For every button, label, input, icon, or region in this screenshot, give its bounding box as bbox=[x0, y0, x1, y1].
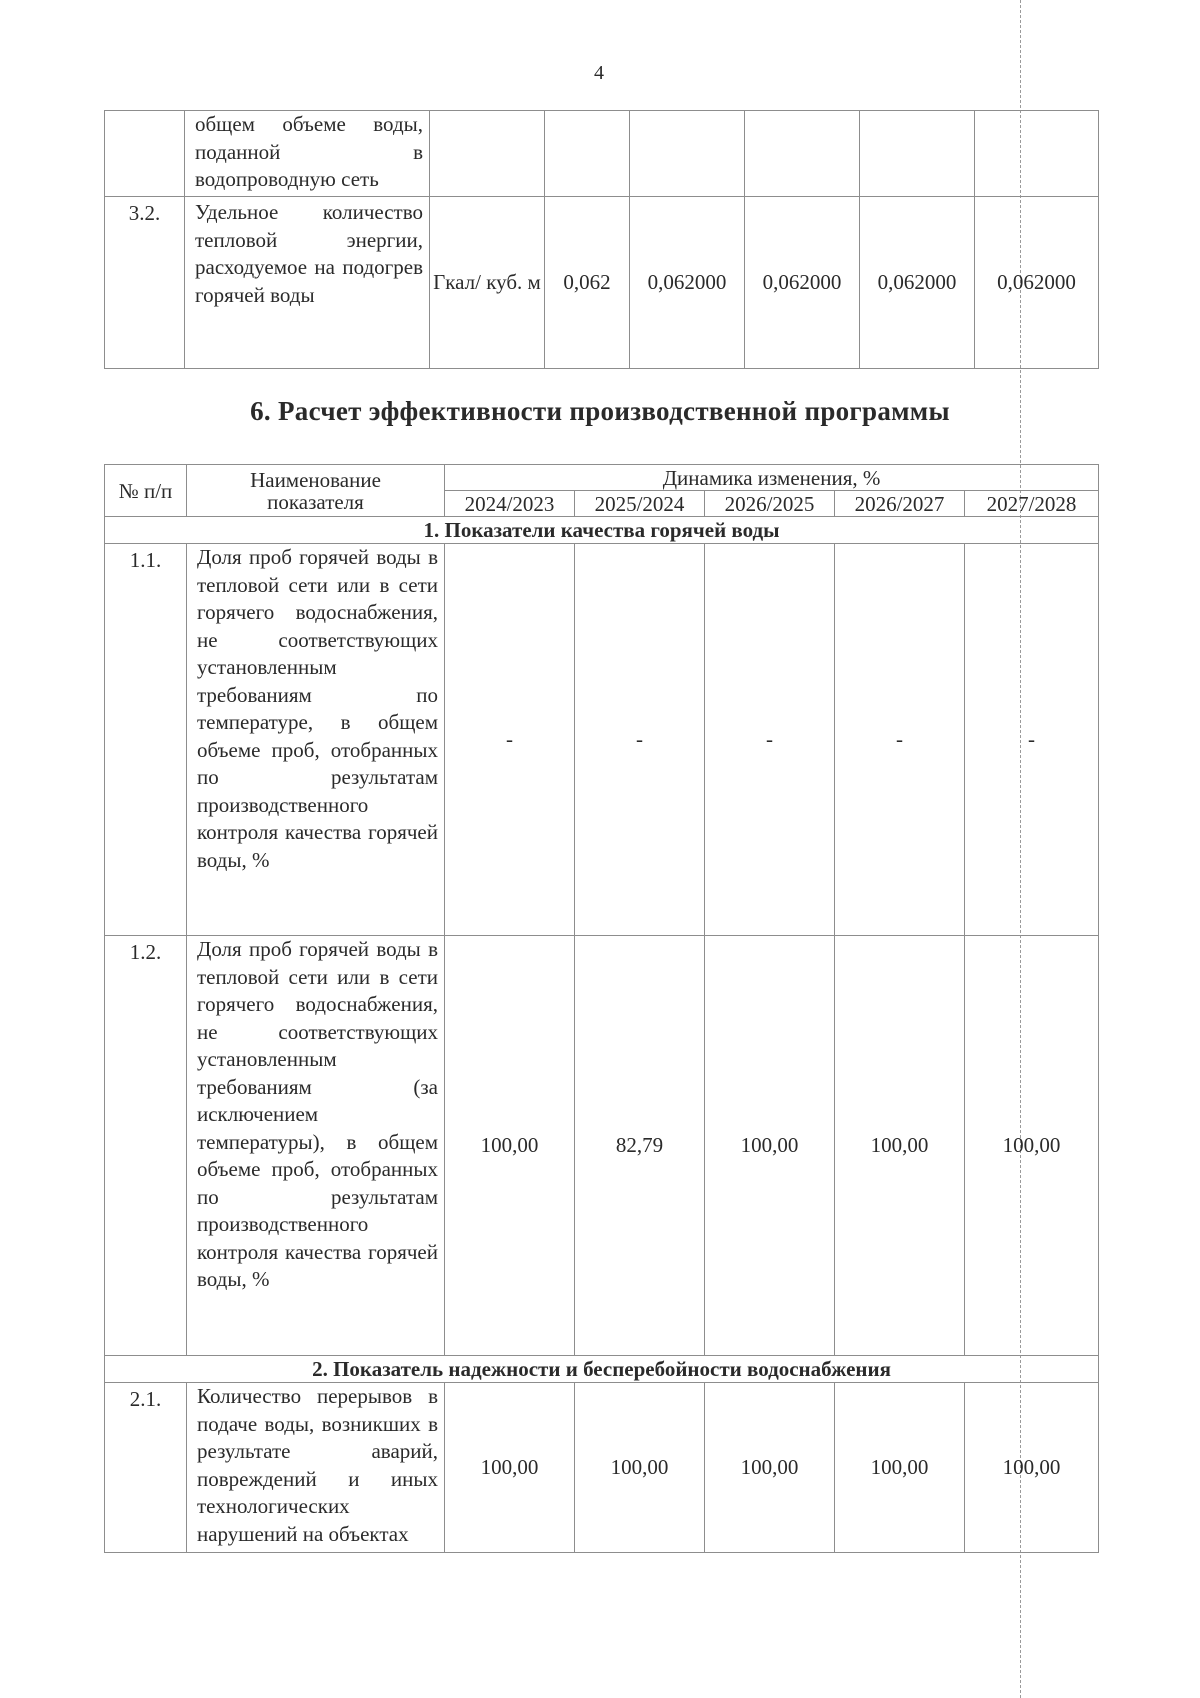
row-value: - bbox=[445, 544, 575, 936]
header-row bbox=[105, 465, 1099, 491]
table-row bbox=[105, 1383, 1099, 1553]
row-name: Количество перерывов в подаче воды, возникших в результате аварий, повреждений и иных технологических нарушений на объектах bbox=[187, 1383, 445, 1553]
header-num: № п/п bbox=[105, 465, 187, 517]
row-value bbox=[545, 111, 630, 197]
page-number: 4 bbox=[594, 62, 604, 84]
row-value: 100,00 bbox=[445, 1383, 575, 1553]
row-value: 100,00 bbox=[705, 936, 835, 1356]
row-value: 100,00 bbox=[965, 1383, 1099, 1553]
header-period: 2026/2027 bbox=[835, 491, 965, 517]
row-value: 100,00 bbox=[705, 1383, 835, 1553]
row-value: - bbox=[835, 544, 965, 936]
row-value bbox=[630, 111, 745, 197]
row-number: 2.1. bbox=[105, 1383, 187, 1553]
row-value: 100,00 bbox=[965, 936, 1099, 1356]
row-name: Доля проб горячей воды в тепловой сети или в сети горячего водоснабжения, не соответствующих установленным требованиям по температуре, в общем объеме проб, отобранных по результатам производственного контроля качества горячей воды, % bbox=[187, 544, 445, 936]
section-title: 6. Расчет эффективности производственной программы bbox=[250, 396, 950, 426]
header-period: 2024/2023 bbox=[445, 491, 575, 517]
row-name: Доля проб горячей воды в тепловой сети или в сети горячего водоснабжения, не соответствующих установленным требованиям (за исключением температуры), в общем объеме проб, отобранных по результатам производственного контроля качества горячей воды, % bbox=[187, 936, 445, 1356]
header-period: 2026/2025 bbox=[705, 491, 835, 517]
row-value: 100,00 bbox=[835, 1383, 965, 1553]
row-number: 1.2. bbox=[105, 936, 187, 1356]
group-title: 2. Показатель надежности и бесперебойности водоснабжения bbox=[105, 1356, 1099, 1383]
row-value: 100,00 bbox=[575, 1383, 705, 1553]
header-period: 2025/2024 bbox=[575, 491, 705, 517]
row-value: 82,79 bbox=[575, 936, 705, 1356]
row-value: - bbox=[575, 544, 705, 936]
group-title: 1. Показатели качества горячей воды bbox=[105, 517, 1099, 544]
row-value: - bbox=[965, 544, 1099, 936]
row-unit: Гкал/ куб. м bbox=[430, 197, 545, 369]
table-row bbox=[105, 544, 1099, 936]
top-table bbox=[104, 110, 1099, 369]
row-value bbox=[860, 111, 975, 197]
row-value: 0,062000 bbox=[860, 197, 975, 369]
row-name: общем объеме воды, поданной в водопроводную сеть bbox=[185, 111, 430, 197]
row-value: 100,00 bbox=[445, 936, 575, 1356]
row-value bbox=[745, 111, 860, 197]
row-value: 0,062000 bbox=[745, 197, 860, 369]
row-value: 100,00 bbox=[835, 936, 965, 1356]
row-value: 0,062000 bbox=[630, 197, 745, 369]
row-value bbox=[975, 111, 1099, 197]
row-number: 1.1. bbox=[105, 544, 187, 936]
table-row bbox=[105, 111, 1099, 197]
row-number: 3.2. bbox=[105, 197, 185, 369]
table-row bbox=[105, 197, 1099, 369]
row-value: - bbox=[705, 544, 835, 936]
group-row bbox=[105, 517, 1099, 544]
table-row bbox=[105, 936, 1099, 1356]
group-row bbox=[105, 1356, 1099, 1383]
row-value: 0,062 bbox=[545, 197, 630, 369]
header-name: Наименование показателя bbox=[187, 465, 445, 517]
header-dynamics: Динамика изменения, % bbox=[445, 465, 1099, 491]
row-number bbox=[105, 111, 185, 197]
header-period: 2027/2028 bbox=[965, 491, 1099, 517]
row-value: 0,062000 bbox=[975, 197, 1099, 369]
row-name: Удельное количество тепловой энергии, расходуемое на подогрев горячей воды bbox=[185, 197, 430, 369]
row-unit bbox=[430, 111, 545, 197]
efficiency-table bbox=[104, 464, 1099, 1553]
